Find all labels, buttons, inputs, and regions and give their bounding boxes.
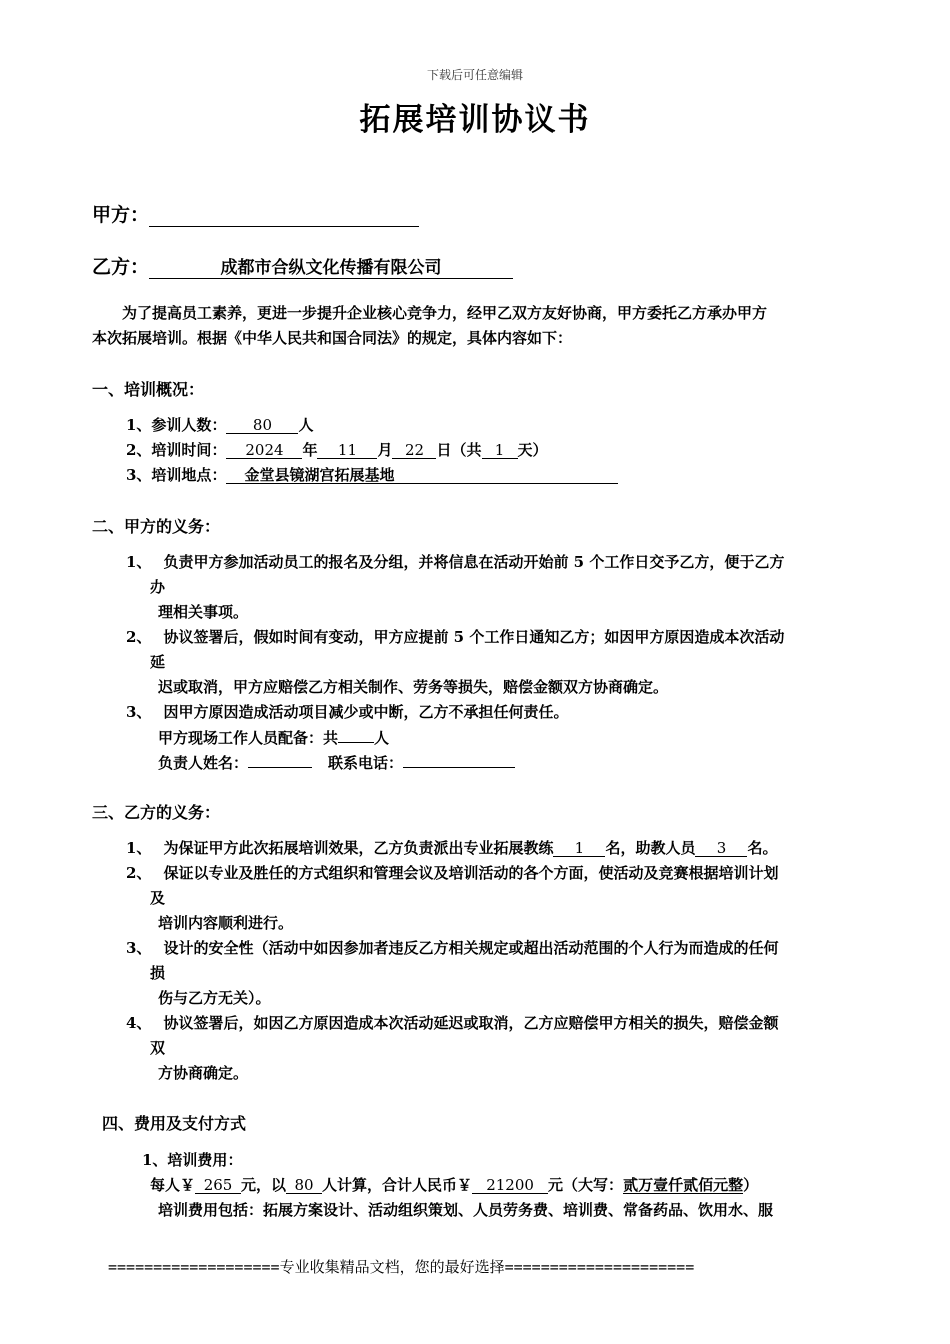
item-text: 协议签署后，如因乙方原因造成本次活动延迟或取消，乙方应赔偿甲方相关的损失，赔偿金额	[163, 1014, 779, 1032]
item-text: 设计的安全性（活动中如因参加者违反乙方相关规定或超出活动范围的个人行为而造成的任何	[163, 939, 779, 957]
contact-phone-label: 联系电话：	[328, 754, 404, 772]
training-year: 2024	[226, 442, 302, 459]
item-text: 因甲方原因造成活动项目减少或中断，乙方不承担任何责任。	[163, 703, 569, 721]
fee-mid1: 元，以	[241, 1176, 287, 1194]
section1-heading: 一、培训概况：	[92, 380, 205, 399]
section3-item3-wrap: 损	[150, 964, 166, 982]
item-number: 4、	[126, 1014, 152, 1032]
intro-line1: 为了提高员工素养，更进一步提升企业核心竞争力，经甲乙双方友好协商，甲方委托乙方承办甲方	[122, 304, 768, 322]
header-note: 下载后可任意编辑	[426, 68, 523, 82]
party-a-label: 甲方：	[92, 204, 150, 226]
contact-phone-field	[403, 751, 515, 768]
item-number: 1、	[126, 839, 152, 857]
item-text: 为保证甲方此次拓展培训效果，乙方负责派出专业拓展教练	[163, 839, 554, 857]
party-b-field: 成都市合纵文化传播有限公司	[149, 258, 513, 279]
item-number: 2、	[126, 864, 152, 882]
contact-row	[158, 751, 515, 773]
contact-name-label: 负责人姓名：	[158, 754, 249, 772]
fee-per-person: 265	[195, 1177, 241, 1194]
item-text-post: 名。	[747, 839, 778, 857]
section3-item2-wrap: 及	[150, 889, 166, 907]
fee-row	[150, 1174, 758, 1195]
section2-item1-line2: 理相关事项。	[158, 603, 249, 621]
item-text: 保证以专业及胜任的方式组织和管理会议及培训活动的各个方面，使活动及竞赛根据培训计划	[163, 864, 779, 882]
staff-unit: 人	[374, 729, 390, 747]
section3-item2-line2: 培训内容顺利进行。	[158, 914, 294, 932]
section4-sub1: 1、培训费用：	[142, 1151, 243, 1169]
section4-heading: 四、费用及支付方式	[102, 1114, 247, 1133]
fee-post: 元（大写：	[548, 1176, 624, 1194]
participants-label: 1、参训人数：	[126, 416, 227, 434]
fee-pre: 每人￥	[150, 1176, 196, 1194]
staff-row	[158, 726, 389, 748]
training-place-text: 金堂县镜湖宫拓展基地	[244, 466, 395, 484]
item-number: 2、	[126, 628, 152, 646]
fee-close: ）	[743, 1176, 759, 1194]
item-text: 协议签署后，假如时间有变动，甲方应提前 5 个工作日通知乙方；如因甲方原因造成本次活动	[163, 628, 785, 646]
fee-total: 21200	[472, 1177, 548, 1194]
training-day: 22	[392, 442, 436, 459]
item-number: 1、	[126, 553, 152, 571]
item-text-mid: 名，助教人员	[605, 839, 696, 857]
training-place	[226, 467, 618, 484]
section2-item2-line2: 迟或取消，甲方应赔偿乙方相关制作、劳务等损失，赔偿金额双方协商确定。	[158, 678, 669, 696]
party-b-row	[92, 252, 513, 279]
staff-count	[338, 726, 374, 743]
section1-item1	[126, 414, 313, 435]
year-unit: 年	[302, 441, 318, 459]
month-unit: 月	[377, 441, 393, 459]
party-a-row	[92, 200, 419, 227]
section2-item2-line1	[126, 626, 784, 647]
item-number: 3、	[126, 703, 152, 721]
section3-item4-wrap: 双	[150, 1039, 166, 1057]
item-number: 3、	[126, 939, 152, 957]
section3-item3-line1	[126, 937, 778, 958]
intro-line2: 本次拓展培训。根据《中华人民共和国合同法》的规定，具体内容如下：	[92, 329, 573, 347]
item-text: 负责甲方参加活动员工的报名及分组，并将信息在活动开始前 5 个工作日交予乙方，便于乙方	[163, 553, 785, 571]
participants-count: 80	[226, 417, 298, 434]
fee-total-words: 贰万壹仟贰佰元整	[623, 1176, 744, 1194]
training-place-label: 3、培训地点：	[126, 466, 227, 484]
section3-item4-line1	[126, 1012, 778, 1033]
participants-unit: 人	[298, 416, 314, 434]
days-unit: 天）	[517, 441, 548, 459]
contact-name-field	[248, 751, 312, 768]
section3-item2-line1	[126, 862, 778, 883]
fee-includes: 培训费用包括：拓展方案设计、活动组织策划、人员劳务费、培训费、常备药品、饮用水、服	[158, 1201, 774, 1219]
staff-label: 甲方现场工作人员配备：共	[158, 729, 339, 747]
section2-item2-wrap: 延	[150, 653, 166, 671]
section2-heading: 二、甲方的义务：	[92, 517, 221, 536]
section1-item2	[126, 439, 548, 460]
party-b-label: 乙方：	[92, 256, 150, 278]
footer-banner: ===================专业收集精品文档，您的最好选择=====================	[108, 1258, 695, 1276]
section2-item1-wrap: 办	[150, 578, 166, 596]
section3-item3-line2: 伤与乙方无关）。	[158, 989, 271, 1007]
assistant-count: 3	[695, 840, 747, 857]
party-a-field	[149, 206, 419, 227]
section2-item1-line1	[126, 551, 784, 572]
day-unit: 日（共	[436, 441, 482, 459]
fee-people: 80	[286, 1177, 322, 1194]
document-title: 拓展培训协议书	[359, 102, 591, 138]
training-month: 11	[317, 442, 377, 459]
section3-item4-line2: 方协商确定。	[158, 1064, 249, 1082]
coach-count: 1	[553, 840, 605, 857]
section2-item3-line1	[126, 701, 568, 722]
training-days: 1	[482, 442, 518, 459]
fee-mid2: 人计算，合计人民币￥	[322, 1176, 473, 1194]
section3-heading: 三、乙方的义务：	[92, 803, 221, 822]
section1-item3	[126, 464, 618, 485]
training-time-label: 2、培训时间：	[126, 441, 227, 459]
section3-item1	[126, 837, 777, 858]
